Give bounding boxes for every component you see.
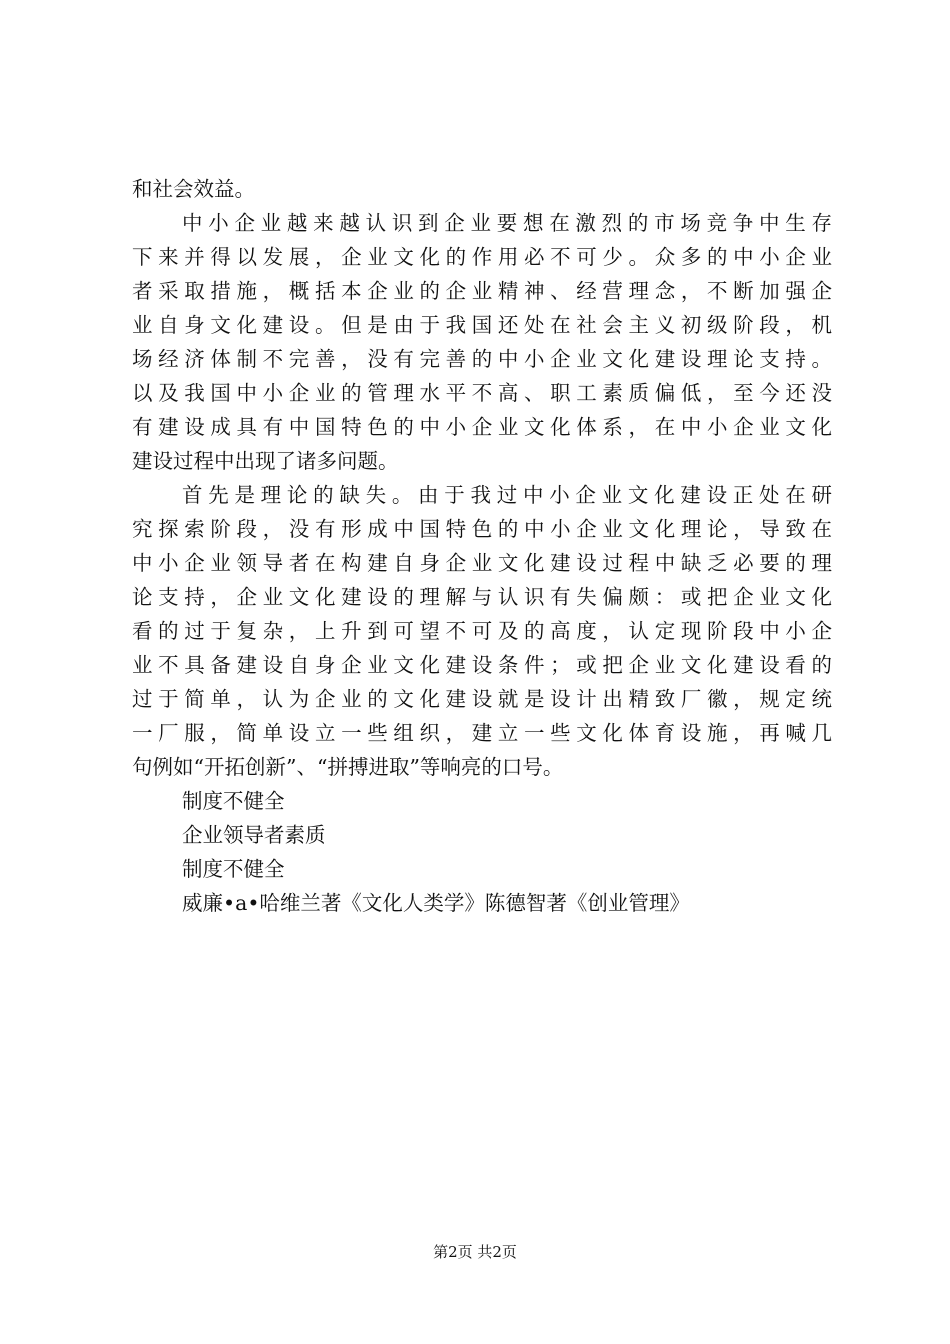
page-number-footer: 第2页 共2页 [433,1243,517,1261]
paragraph-line: 者采取措施，概括本企业的企业精神、经营理念，不断加强企 [132,279,832,303]
paragraph-line: 场经济体制不完善，没有完善的中小企业文化建设理论支持。 [132,347,832,371]
list-item: 制度不健全 [182,857,285,881]
reference-item: 威廉•a•哈维兰著《文化人类学》陈德智著《创业管理》 [182,891,690,915]
paragraph-line: 中小企业领导者在构建自身企业文化建设过程中缺乏必要的理 [132,551,832,575]
list-item: 制度不健全 [182,789,285,813]
paragraph-line: 过于简单，认为企业的文化建设就是设计出精致厂徽，规定统 [132,687,832,711]
paragraph-line: 中小企业越来越认识到企业要想在激烈的市场竞争中生存 [182,211,832,235]
paragraph-line: 和社会效益。 [132,177,255,201]
list-item: 企业领导者素质 [182,823,326,847]
paragraph-line: 有建设成具有中国特色的中小企业文化体系，在中小企业文化 [132,415,832,439]
paragraph-line: 建设过程中出现了诸多问题。 [132,449,399,473]
paragraph-line: 看的过于复杂，上升到可望不可及的高度，认定现阶段中小企 [132,619,832,643]
paragraph-line: 业自身文化建设。但是由于我国还处在社会主义初级阶段，机 [132,313,832,337]
paragraph-line: 一厂服，简单设立一些组织，建立一些文化体育设施，再喊几 [132,721,832,745]
paragraph-line: 业不具备建设自身企业文化建设条件；或把企业文化建设看的 [132,653,832,677]
document-body [132,172,832,920]
paragraph-line: 句例如“开拓创新”、“拼搏进取”等响亮的口号。 [132,755,564,779]
paragraph-line: 究探索阶段，没有形成中国特色的中小企业文化理论，导致在 [132,517,832,541]
paragraph-line: 以及我国中小企业的管理水平不高、职工素质偏低，至今还没 [132,381,832,405]
paragraph-line: 下来并得以发展，企业文化的作用必不可少。众多的中小企业 [132,245,832,269]
paragraph-line: 论支持，企业文化建设的理解与认识有失偏颇：或把企业文化 [132,585,832,609]
paragraph-line: 首先是理论的缺失。由于我过中小企业文化建设正处在研 [182,483,832,507]
